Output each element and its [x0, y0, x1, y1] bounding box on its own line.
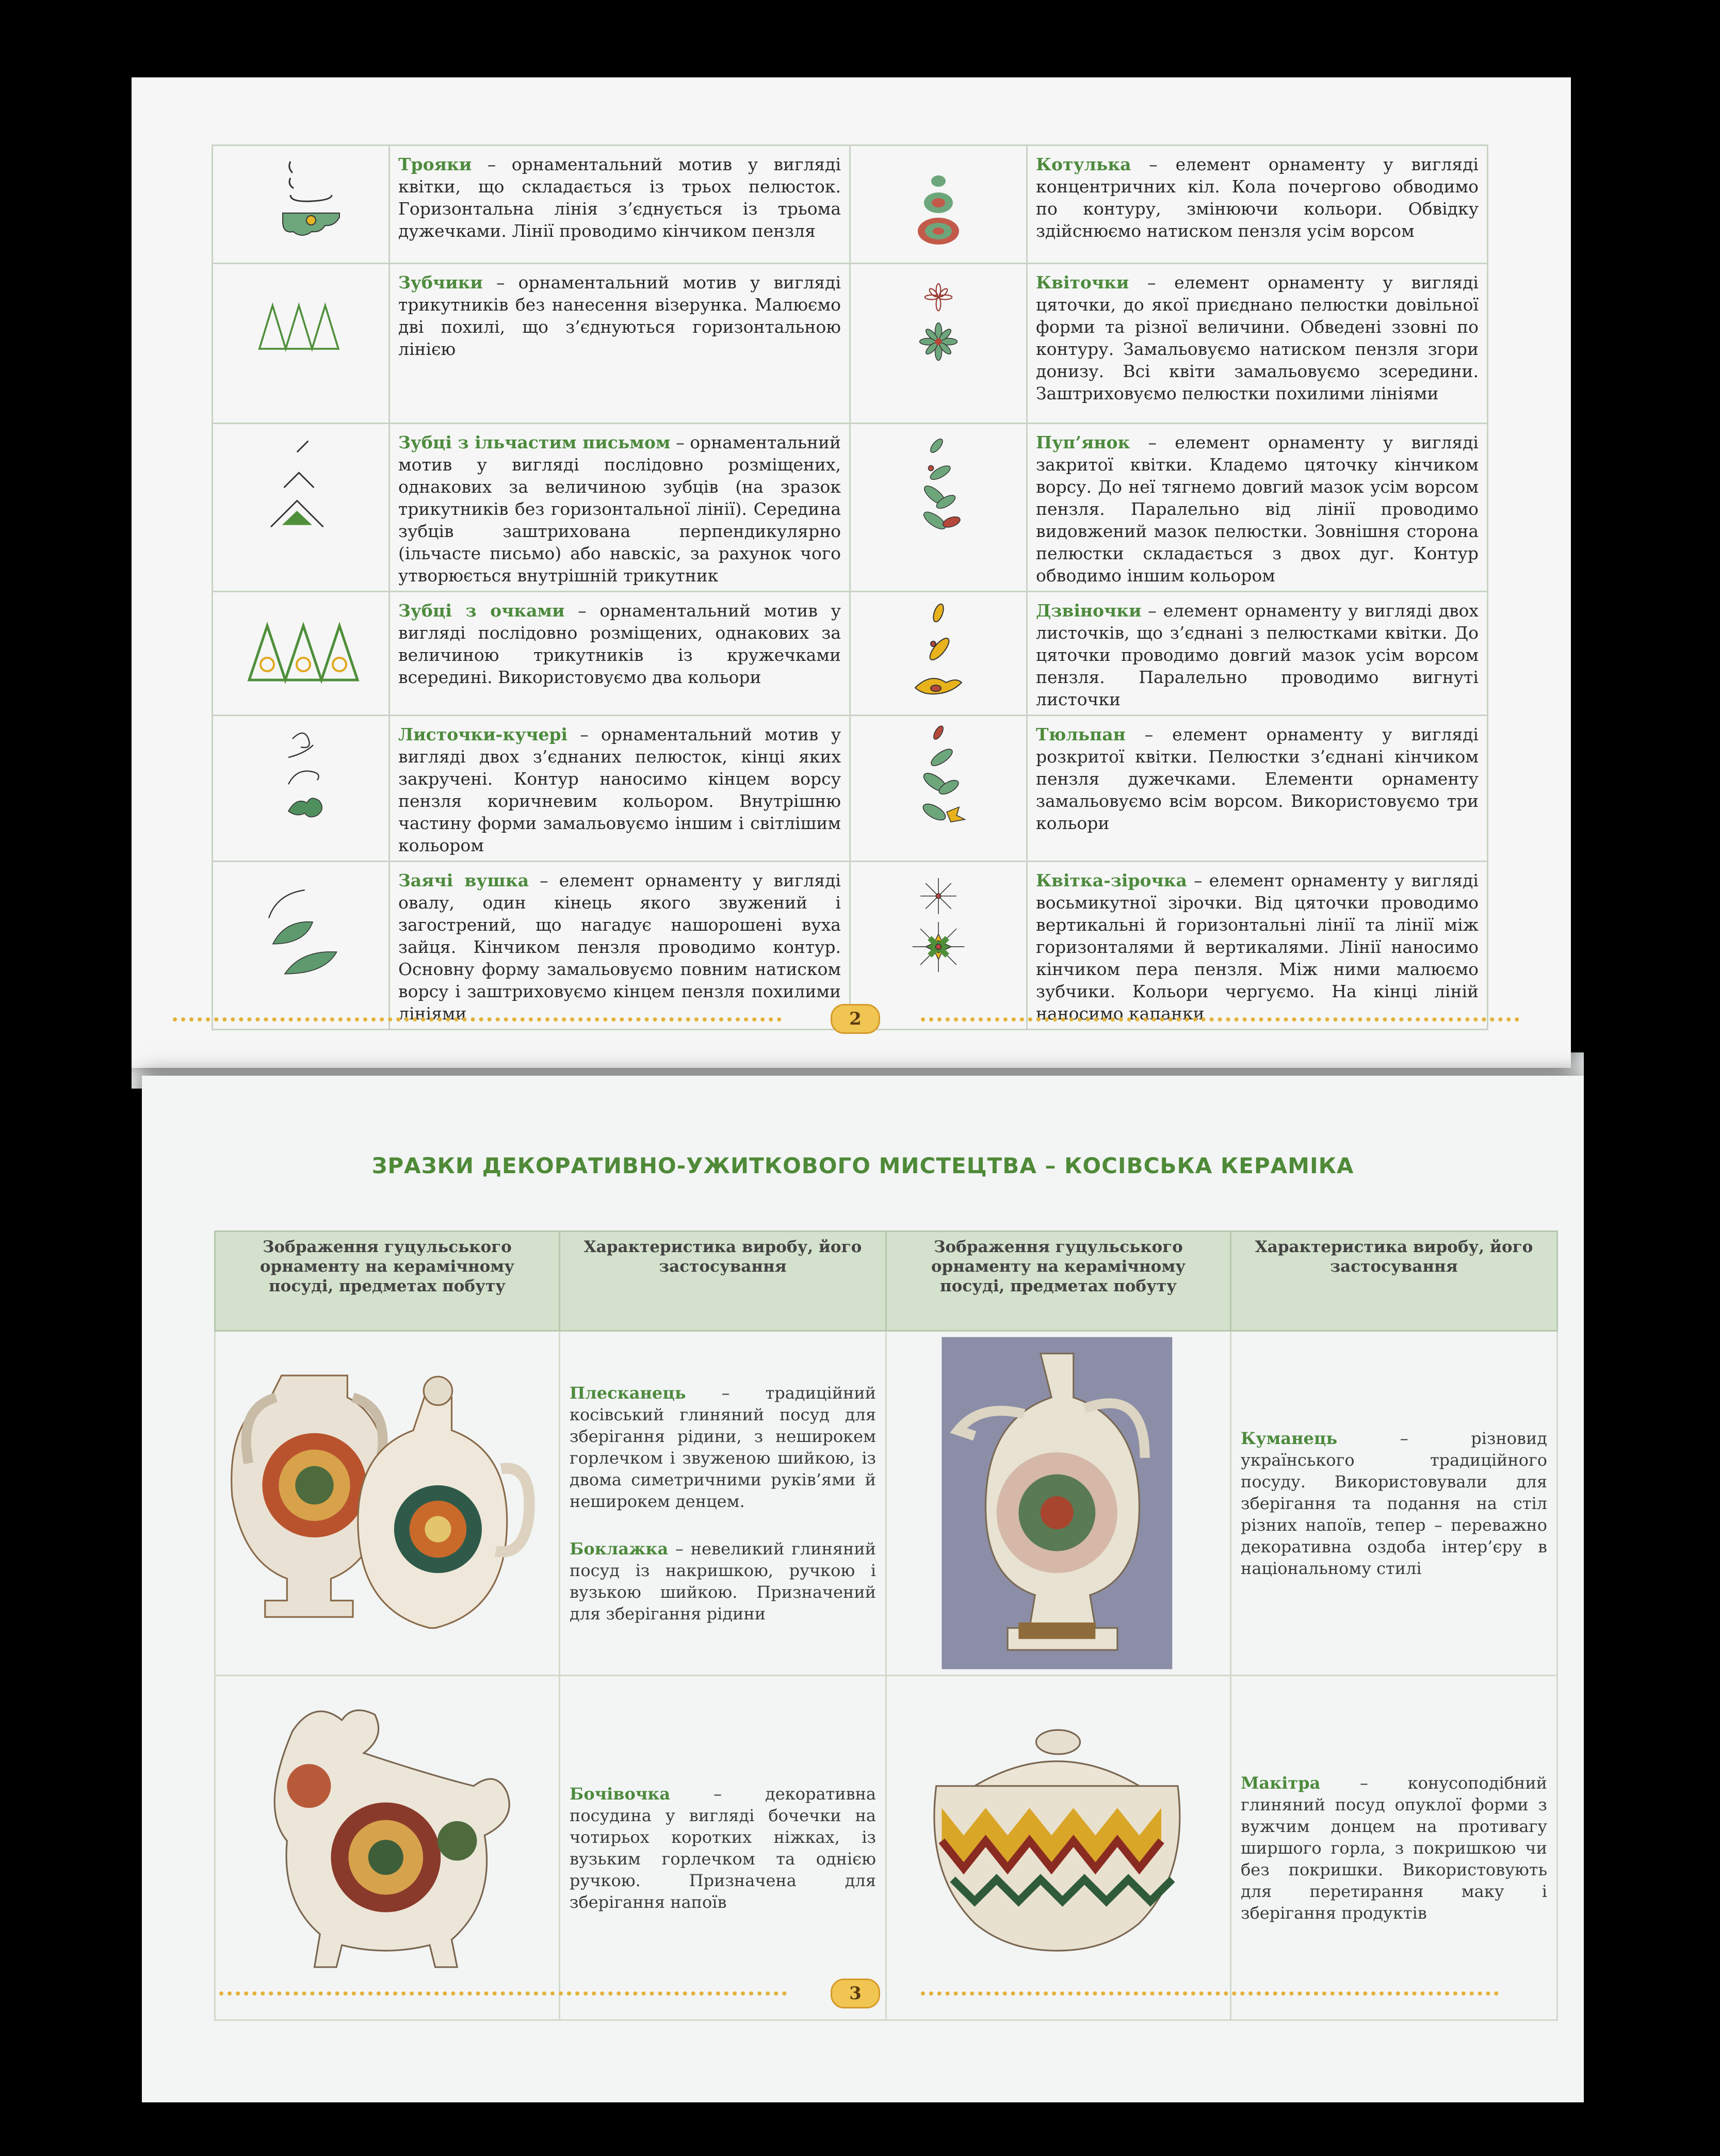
kotulka-icon [850, 145, 1027, 264]
kumanets-description: Куманець – різновид українського традиційного посуду. Використовували для зберігання та подання на стіл різних напоїв, тепер – переважно декоративна оздоба інтер’єру в національному стилі [1241, 1428, 1547, 1578]
pupyanok-description: Пуп’янок – елемент орнаменту у вигляді закритої квітки. Кладемо цяточку кінчиком ворсу. До неї тягнемо довгий мазок усім ворсом пензля. Паралельно від лінії проводимо видовжений мазок пелюстки. Зовнішня сторона пелюстки складається з двох дуг. Контур обводимо іншим кольором [1036, 432, 1479, 586]
dotted-divider [173, 1017, 782, 1022]
table-row [213, 264, 1488, 424]
kvitka-zirochka-icon [850, 862, 1027, 1030]
ceramics-table [214, 1230, 1558, 2021]
page-title: ЗРАЗКИ ДЕКОРАТИВНО-УЖИТКОВОГО МИСТЕЦТВА – КОСІВСЬКА КЕРАМІКА [371, 1153, 1354, 1178]
table-row [213, 592, 1488, 716]
zubchyky-description: Зубчики – орнаментальний мотив у вигляді трикутників без нанесення візерунка. Малюємо дві похилі, що з’єднуються горизонтальною лінією [398, 272, 841, 359]
tyulpan-icon [850, 716, 1027, 862]
kvitochky-description: Квіточки – елемент орнаменту у вигляді цяточки, до якої приєднано пелюстки довільної форми та різної величини. Обведені ззовні по контуру. Замальовуємо натиском пензля згори донизу. Всі квіти замальовуємо зсередини. Заштриховуємо пелюстки похилими лініями [1036, 272, 1479, 403]
triyaky-description: Трояки – орнаментальний мотив у вигляді квітки, що складається із трьох пелюсток. Горизонтальна лінія з’єднується із трьома дужечками. Лінії проводимо кінчиком пензля [398, 154, 841, 241]
table-header-row [215, 1231, 1557, 1331]
tyulpan-description: Тюльпан – елемент орнаменту у вигляді розкритої квітки. Пелюстки з’єднані кінчиком пензля дужечками. Елементи орнаменту замальовуємо всім ворсом. Використовуємо три кольори [1036, 724, 1479, 833]
kvitka-zirochka-description: Квітка-зірочка – елемент орнаменту у вигляді восьмикутної зірочки. Від цяточки проводимо вертикальні й горизонтальні лінії та лінії між горизонталями й вертикалями. Лінії наносимо кінчиком пера пензля. Між ними малюємо зубчики. Кольори чергуємо. На кінці ліній наносимо капанки [1036, 870, 1479, 1024]
triyaky-icon [213, 145, 390, 264]
zubtsi-ochkamy-description: Зубці з очками – орнаментальний мотив у вигляді послідовно розміщених, однакових за величиною трикутників із кружечками всередині. Використовуємо два кольори [398, 601, 841, 687]
dzvinochky-icon [850, 592, 1027, 716]
kotulka-description: Котулька – елемент орнаменту у вигляді концентричних кіл. Кола почергово обводимо по контуру, змінюючи кольори. Обвідку здійснюємо натиском пензля усім ворсом [1036, 154, 1479, 241]
column-header: Характеристика виробу, його застосування [1231, 1231, 1557, 1331]
column-header: Зображення гуцульського орнаменту на керамічному посуді, предметах побуту [215, 1231, 560, 1331]
zayachi-vushka-description: Заячі вушка – елемент орнаменту у вигляді овалу, один кінець якого звужений і загострений, що нагадує нашорошені вуха зайця. Кінчиком пензля проводимо контур. Основну форму замальовуємо повним натиском ворсу і заштриховуємо кінцем пензля похилими лініями [398, 870, 841, 1024]
page-number: 3 [831, 1979, 880, 2008]
bochivochka-photo [215, 1676, 560, 2020]
table-row [213, 424, 1488, 592]
zayachi-vushka-icon [213, 862, 390, 1030]
pleskanets-boklazhka-description: Плесканець – традиційний косівський глиняний посуд для зберігання рідини, з неширокем горлечком і звуженою шийкою, із двома симетричними руків’ями й неширокем денцем. Боклажка – невеликий глиняний посуд із накришкою, ручкою і вузькою шийкою. Призначений для зберігання рідини [570, 1383, 876, 1624]
kvitochky-icon [850, 264, 1027, 424]
zubchyky-icon [213, 264, 390, 424]
table-row [213, 145, 1488, 264]
page-top [132, 77, 1571, 1068]
table-row [215, 1331, 1557, 1676]
makitra-photo [886, 1676, 1231, 2020]
zubtsi-ilchastym-description: Зубці з ільчастим письмом – орнаментальний мотив у вигляді послідовно розміщених, однакових за величиною зубців (на зразок трикутників без горизонтальної лінії). Середина зубців заштрихована перпендикулярно (ільчасте письмо) або навскіс, за рахунок чого утворюється внутрішній трикутник [398, 432, 841, 586]
zubtsi-ochkamy-icon [213, 592, 390, 716]
dotted-divider [921, 1991, 1499, 1996]
lystochky-kucheri-description: Листочки-кучері – орнаментальний мотив у вигляді двох з’єднаних пелюсток, кінці яких закручені. Контур наносимо кінцем ворсу пензля коричневим кольором. Внутрішню частину форми замальовуємо іншим і світлішим кольором [398, 724, 841, 855]
lystochky-kucheri-icon [213, 716, 390, 862]
table-row [215, 1676, 1557, 2020]
dotted-divider [921, 1017, 1519, 1022]
pleskanets-boklazhka-photo [215, 1331, 560, 1676]
kumanets-photo [886, 1331, 1231, 1676]
table-row [213, 716, 1488, 862]
makitra-description: Макітра – конусоподібний глиняний посуд опуклої форми з вужчим донцем на противагу ширшого горла, з покришкою чи без покришки. Використовують для перетирання маку і зберігання продуктів [1241, 1773, 1547, 1923]
zubtsi-ilchastym-icon [213, 424, 390, 592]
column-header: Характеристика виробу, його застосування [560, 1231, 886, 1331]
page-number: 2 [831, 1004, 880, 1034]
page-bottom [142, 1076, 1584, 2102]
dotted-divider [219, 1991, 787, 1996]
column-header: Зображення гуцульського орнаменту на керамічному посуді, предметах побуту [886, 1231, 1231, 1331]
bochivochka-description: Бочівочка – декоративна посудина у вигляді бочечки на чотирьох коротких ніжках, із вузьким горлечком та однією ручкою. Призначена для зберігання напоїв [570, 1784, 876, 1912]
dzvinochky-description: Дзвіночки – елемент орнаменту у вигляді двох листочків, що з’єднані з пелюстками квітки. До цяточки проводимо довгий мазок усім ворсом пензля. Паралельно проводимо вигнуті листочки [1036, 601, 1479, 709]
pupyanok-icon [850, 424, 1027, 592]
ornament-table [212, 144, 1488, 1030]
